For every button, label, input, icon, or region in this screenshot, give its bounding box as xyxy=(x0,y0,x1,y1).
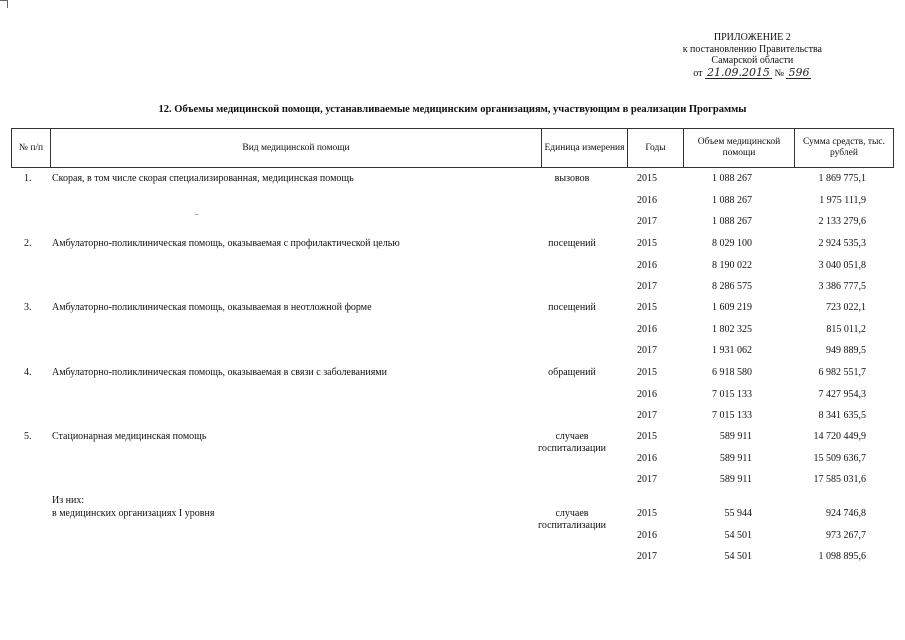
year-cell: 2017 xyxy=(637,551,657,562)
row-name: Амбулаторно-поликлиническая помощь, оказываемая в связи с заболеваниями xyxy=(52,367,387,378)
amount-cell: 17 585 031,6 xyxy=(813,474,866,485)
amount-cell: 15 509 636,7 xyxy=(813,452,866,464)
row-number: 3. xyxy=(24,302,32,313)
amount-cell: 973 267,7 xyxy=(826,529,866,541)
appendix-block xyxy=(683,32,822,79)
year-cell: 2016 xyxy=(637,529,657,541)
row-name: Амбулаторно-поликлиническая помощь, оказываемая в неотложной форме xyxy=(52,302,372,313)
volume-cell: 8 286 575 xyxy=(712,281,752,292)
amount-cell: 14 720 449,9 xyxy=(813,431,866,442)
row-number: 5. xyxy=(24,431,32,442)
appendix-title: ПРИЛОЖЕНИЕ 2 xyxy=(713,32,791,43)
number-label: № xyxy=(774,67,784,79)
header-no: № п/п xyxy=(18,142,44,153)
year-cell: 2016 xyxy=(637,323,657,335)
amount-cell: 815 011,2 xyxy=(826,323,866,335)
volume-cell: 6 918 580 xyxy=(712,367,752,378)
row-number: 1. xyxy=(24,173,32,184)
volume-cell: 54 501 xyxy=(724,529,752,541)
row-unit: обращений xyxy=(548,367,596,378)
scan-speck xyxy=(195,214,198,215)
appendix-line-2: Самарской области xyxy=(711,55,794,66)
handwritten-date: 21.09.2015 xyxy=(706,65,770,79)
row-unit: случаев госпитализации xyxy=(537,508,607,531)
year-cell: 2017 xyxy=(637,216,657,227)
header-amount: Сумма средств, тыс. рублей xyxy=(794,129,893,167)
year-cell: 2016 xyxy=(637,194,657,206)
header-years: Годы xyxy=(627,129,683,167)
amount-cell: 924 746,8 xyxy=(826,508,866,519)
volume-cell: 1 088 267 xyxy=(712,194,752,206)
row-prefix: Из них: xyxy=(52,495,85,506)
year-cell: 2016 xyxy=(637,452,657,464)
year-cell: 2015 xyxy=(637,431,657,442)
volume-cell: 1 609 219 xyxy=(712,302,752,313)
volume-cell: 1 931 062 xyxy=(712,345,752,356)
year-cell: 2015 xyxy=(637,367,657,378)
volume-cell: 1 088 267 xyxy=(712,173,752,184)
row-name: Стационарная медицинская помощь xyxy=(52,431,207,442)
year-cell: 2015 xyxy=(637,238,657,249)
volume-cell: 55 944 xyxy=(724,508,752,519)
volume-cell: 8 190 022 xyxy=(712,259,752,271)
year-cell: 2017 xyxy=(637,281,657,292)
volume-cell: 1 802 325 xyxy=(712,323,752,335)
header-unit: Единица измерения xyxy=(541,129,627,167)
row-unit: случаев госпитализации xyxy=(537,431,607,454)
volume-cell: 7 015 133 xyxy=(712,388,752,400)
year-cell: 2015 xyxy=(637,173,657,184)
row-name: Амбулаторно-поликлиническая помощь, оказываемая с профилактической целью xyxy=(52,238,400,249)
volume-cell: 1 088 267 xyxy=(712,216,752,227)
appendix-date-line xyxy=(683,67,822,80)
amount-cell: 2 133 279,6 xyxy=(818,216,866,227)
volume-cell: 7 015 133 xyxy=(712,410,752,421)
amount-cell: 1 869 775,1 xyxy=(818,173,866,184)
volume-cell: 589 911 xyxy=(719,474,752,485)
amount-cell: 7 427 954,3 xyxy=(818,388,866,400)
year-cell: 2016 xyxy=(637,388,657,400)
table-header xyxy=(11,128,894,168)
amount-cell: 3 386 777,5 xyxy=(818,281,866,292)
year-cell: 2015 xyxy=(637,508,657,519)
row-number: 4. xyxy=(24,367,32,378)
volume-cell: 54 501 xyxy=(724,551,752,562)
year-cell: 2017 xyxy=(637,345,657,356)
amount-cell: 1 975 111,9 xyxy=(819,194,866,206)
row-number: 2. xyxy=(24,238,32,249)
section-title: 12. Объемы медицинской помощи, устанавливаемые медицинским организациям, участвующим в реализации Программы xyxy=(158,104,747,115)
volume-cell: 589 911 xyxy=(719,431,752,442)
header-kind: Вид медицинской помощи xyxy=(50,129,541,167)
amount-cell: 2 924 535,3 xyxy=(818,238,866,249)
row-unit: вызовов xyxy=(554,173,590,184)
amount-cell: 8 341 635,5 xyxy=(818,410,866,421)
row-unit: посещений xyxy=(548,302,596,313)
year-cell: 2015 xyxy=(637,302,657,313)
volume-cell: 589 911 xyxy=(719,452,752,464)
corner-mark xyxy=(0,0,8,8)
year-cell: 2017 xyxy=(637,410,657,421)
amount-cell: 723 022,1 xyxy=(826,302,866,313)
row-name: в медицинских организациях I уровня xyxy=(52,508,215,519)
year-cell: 2017 xyxy=(637,474,657,485)
amount-cell: 1 098 895,6 xyxy=(818,551,866,562)
year-cell: 2016 xyxy=(637,259,657,271)
row-unit: посещений xyxy=(548,238,596,249)
row-name: Скорая, в том числе скорая специализированная, медицинская помощь xyxy=(52,173,354,184)
amount-cell: 949 889,5 xyxy=(826,345,866,356)
header-volume: Объем медицинской помощи xyxy=(683,129,794,167)
handwritten-number: 596 xyxy=(788,65,810,79)
amount-cell: 6 982 551,7 xyxy=(818,367,866,378)
from-label: от xyxy=(693,67,703,79)
appendix-line-1: к постановлению Правительства xyxy=(682,43,822,55)
amount-cell: 3 040 051,8 xyxy=(818,259,866,271)
volume-cell: 8 029 100 xyxy=(712,238,752,249)
